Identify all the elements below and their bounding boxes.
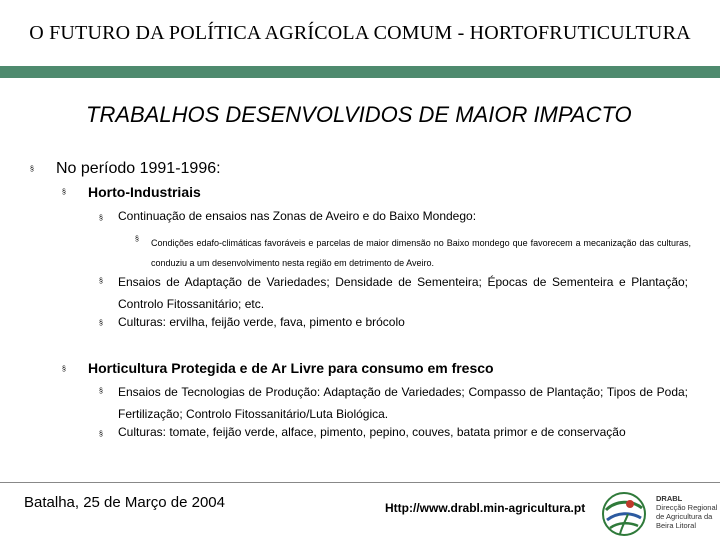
bullet-icon: § — [99, 215, 103, 222]
section-heading-horticultura: Horticultura Protegida e de Ar Livre para consumo em fresco — [88, 360, 494, 376]
list-subitem: Condições edafo-climáticas favoráveis e parcelas de maior dimensão no Baixo mondego que favorecem a mecanização das culturas, conduziu a um desenvolvimento nesta região em detrimento de Aveiro. — [151, 238, 691, 268]
bullet-icon: § — [99, 388, 103, 395]
bullet-icon: § — [99, 320, 103, 327]
bullet-icon: § — [99, 278, 103, 285]
logo-line: Beira Litoral — [656, 521, 697, 530]
list-item: Ensaios de Adaptação de Variedades; Densidade de Sementeira; Épocas de Sementeira e Plantação; Controlo Fitossanitário; etc. — [118, 275, 688, 311]
logo-line: de Agricultura da — [656, 512, 713, 521]
bullet-icon: § — [99, 431, 103, 438]
period-heading: No período 1991-1996: — [56, 160, 221, 177]
drabl-logo-icon — [598, 490, 658, 538]
bullet-icon: § — [62, 366, 66, 373]
slide-subtitle: TRABALHOS DESENVOLVIDOS DE MAIOR IMPACTO — [86, 102, 632, 127]
page-title: O FUTURO DA POLÍTICA AGRÍCOLA COMUM - HORTOFRUTICULTURA — [29, 22, 691, 44]
footer-divider — [0, 482, 720, 483]
logo-brand: DRABL — [656, 494, 683, 503]
bullet-icon: § — [135, 236, 139, 243]
title-bar — [0, 0, 720, 78]
logo-line: Direcção Regional — [656, 503, 718, 512]
bullet-icon: § — [62, 189, 66, 196]
list-item: Culturas: tomate, feijão verde, alface, pimento, pepino, couves, batata primor e de conservação — [118, 425, 626, 439]
footer-url-link[interactable]: Http://www.drabl.min-agricultura.pt — [385, 501, 586, 515]
drabl-logo-text — [656, 494, 717, 530]
list-item: Ensaios de Tecnologias de Produção: Adaptação de Variedades; Compasso de Plantação; Tipos de Poda; Fertilização; Controlo Fitossanitário/Luta Biológica. — [118, 385, 688, 421]
bullet-icon: § — [30, 166, 34, 173]
footer-date: Batalha, 25 de Março de 2004 — [24, 494, 225, 511]
list-item: Continuação de ensaios nas Zonas de Aveiro e do Baixo Mondego: — [118, 209, 477, 223]
section-heading-horto-industriais: Horto-Industriais — [88, 184, 201, 200]
list-item: Culturas: ervilha, feijão verde, fava, pimento e brócolo — [118, 315, 405, 329]
